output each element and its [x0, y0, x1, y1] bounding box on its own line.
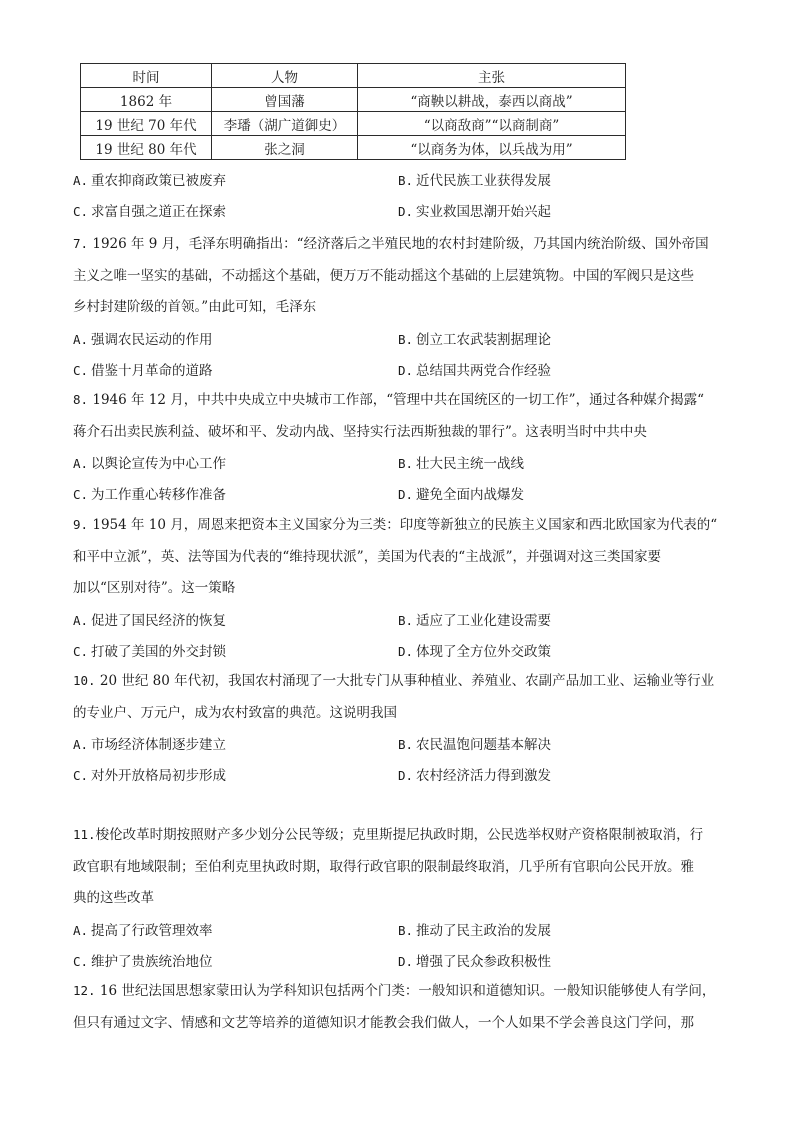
options-row-2 [73, 479, 723, 510]
question-9 [73, 509, 723, 667]
header-proposal: 主张 [358, 64, 626, 88]
options-row-1 [73, 605, 723, 636]
option-c[interactable]: C. 维护了贵族统治地位 [73, 953, 213, 970]
option-d[interactable]: D. 实业救国思潮开始兴起 [398, 204, 551, 220]
table-row [81, 112, 626, 136]
options-row-2 [73, 946, 723, 977]
question-stem-line: 和平中立派”，英、法等国为代表的“维持现状派”，美国为代表的“主战派”，并强调对这三类国家要 [73, 548, 662, 565]
question-8 [73, 384, 723, 510]
option-c[interactable]: C. 对外开放格局初步形成 [73, 768, 226, 784]
option-b[interactable]: B. 推动了民主政治的发展 [398, 922, 551, 939]
options-row-1 [73, 165, 723, 196]
cell-time: 1862 年 [81, 88, 212, 112]
option-a[interactable]: A. 重农抑商政策已被废弃 [73, 173, 226, 189]
table-row [81, 136, 626, 160]
option-c[interactable]: C. 打破了美国的外交封锁 [73, 643, 226, 660]
option-c[interactable]: C. 借鉴十月革命的道路 [73, 362, 213, 379]
cell-time: 19 世纪 80 年代 [81, 136, 212, 160]
advocacy-table [80, 63, 626, 160]
option-d[interactable]: D. 避免全面内战爆发 [398, 487, 524, 503]
question-stem: 8. 1946 年 12 月，中共中央成立中央城市工作部，“管理中共在国统区的一切工作”，通过各种媒介揭露“ [73, 392, 704, 408]
question-stem-line: 政官职有地域限制；至伯利克里执政时期，取得行政官职的限制最终取消，几乎所有官职向公民开放。雅 [73, 858, 694, 875]
question-10 [73, 665, 723, 791]
options-row-1 [73, 915, 723, 946]
options-row-2 [73, 636, 723, 667]
option-b[interactable]: B. 适应了工业化建设需要 [398, 612, 551, 629]
option-c[interactable]: C. 求富自强之道正在探索 [73, 204, 226, 220]
options-row-2 [73, 196, 723, 227]
question-stem: 11.梭伦改革时期按照财产多少划分公民等级；克里斯提尼执政时期，公民选举权财产资格限制被取消，行 [73, 827, 704, 843]
question-11 [73, 819, 723, 977]
option-a[interactable]: A. 市场经济体制逐步建立 [73, 737, 226, 753]
table-row [81, 88, 626, 112]
cell-time: 19 世纪 70 年代 [81, 112, 212, 136]
option-d[interactable]: D. 农村经济活力得到激发 [398, 768, 551, 784]
question-6-options [73, 165, 723, 227]
cell-proposal: “商鞅以耕战，泰西以商战” [358, 88, 626, 112]
option-d[interactable]: D. 增强了民众参政积极性 [398, 953, 551, 970]
question-stem-line: 蒋介石出卖民族利益、破坏和平、发动内战、坚持实行法西斯独裁的罪行”。这表明当时中共中央 [73, 423, 647, 440]
table-header-row [81, 64, 626, 88]
options-row-2 [73, 760, 723, 791]
options-row-2 [73, 355, 723, 386]
option-a[interactable]: A. 促进了国民经济的恢复 [73, 612, 226, 629]
option-d[interactable]: D. 总结国共两党合作经验 [398, 362, 551, 379]
cell-proposal: “以商敌商”“以商制商” [358, 112, 626, 136]
question-stem-line: 的专业户、万元户，成为农村致富的典范。这说明我国 [73, 704, 397, 721]
option-a[interactable]: A. 以舆论宣传为中心工作 [73, 456, 226, 472]
cell-person: 李璠（湖广道御史） [212, 112, 358, 136]
question-7 [73, 228, 723, 386]
option-a[interactable]: A. 提高了行政管理效率 [73, 922, 213, 939]
options-row-1 [73, 324, 723, 355]
question-stem-line: 典的这些改革 [73, 890, 154, 906]
header-person: 人物 [212, 64, 358, 88]
question-stem-line: 但只有通过文字、情感和文艺等培养的道德知识才能教会我们做人，一个人如果不学会善良这门学问，那 [73, 1014, 694, 1031]
option-c[interactable]: C. 为工作重心转移作准备 [73, 487, 226, 503]
option-b[interactable]: B. 创立工农武装割据理论 [398, 331, 551, 348]
question-stem: 9. 1954 年 10 月，周恩来把资本主义国家分为三类：印度等新独立的民族主义国家和西北欧国家为代表的“ [73, 517, 718, 533]
option-a[interactable]: A. 强调农民运动的作用 [73, 331, 213, 348]
cell-person: 张之洞 [212, 136, 358, 160]
option-b[interactable]: B. 农民温饱问题基本解决 [398, 737, 551, 753]
options-row-1 [73, 729, 723, 760]
question-stem-line: 乡村封建阶级的首领。”由此可知，毛泽东 [73, 299, 317, 315]
question-stem: 12. 16 世纪法国思想家蒙田认为学科知识包括两个门类：一般知识和道德知识。一般知识能够使人有学问， [73, 983, 716, 999]
cell-person: 曾国藩 [212, 88, 358, 112]
question-12 [73, 975, 723, 1039]
options-row-1 [73, 448, 723, 479]
cell-proposal: “以商务为体，以兵战为用” [358, 136, 626, 160]
question-stem-line: 主义之唯一坚实的基础，不动摇这个基础，便万万不能动摇这个基础的上层建筑物。中国的军阀只是这些 [73, 267, 694, 284]
option-d[interactable]: D. 体现了全方位外交政策 [398, 643, 551, 660]
question-stem-line: 加以“区别对待”。这一策略 [73, 580, 236, 596]
option-b[interactable]: B. 壮大民主统一战线 [398, 456, 524, 472]
header-time: 时间 [81, 64, 212, 88]
option-b[interactable]: B. 近代民族工业获得发展 [398, 173, 551, 189]
question-stem: 10. 20 世纪 80 年代初，我国农村涌现了一大批专门从事种植业、养殖业、农副产品加工业、运输业等行业 [73, 673, 715, 689]
question-stem: 7. 1926 年 9 月，毛泽东明确指出：“经济落后之半殖民地的农村封建阶级，乃其国内统治阶级、国外帝国 [73, 236, 709, 252]
